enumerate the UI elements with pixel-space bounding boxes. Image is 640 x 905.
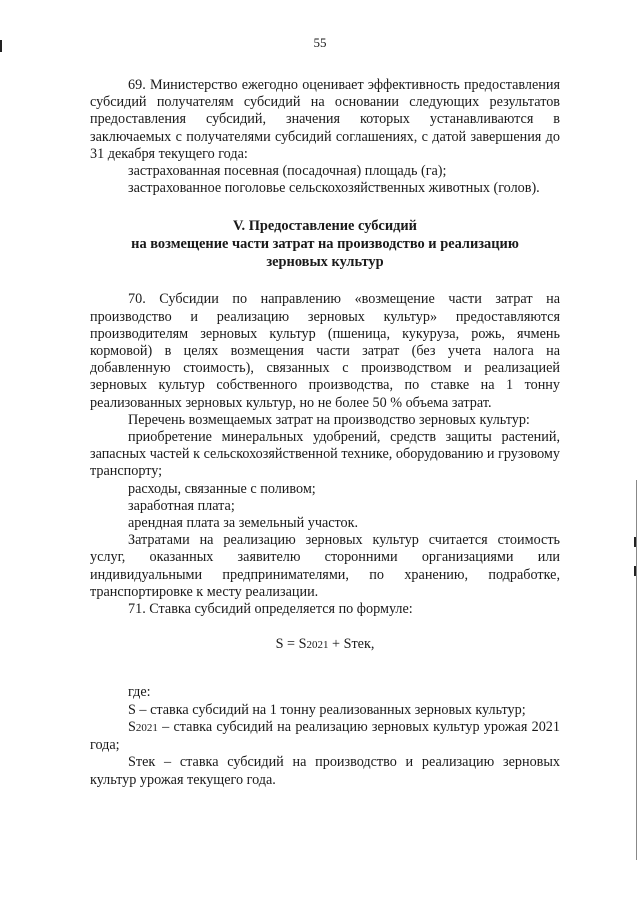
sales-costs-paragraph: Затратами на реализацию зерновых культур считается стоимость услуг, оказанных заявителю сторонними организациями или индивидуальными предпринимателями, по хранению, подработке, транспортировке к месту реализации.: [90, 532, 560, 600]
formula-subscript: 2021: [306, 639, 329, 652]
scan-edge-right: [636, 480, 637, 860]
list-item: приобретение минеральных удобрений, средств защиты растений, запасных частей к сельскохозяйственной технике, оборудованию и грузовому транспорту;: [90, 429, 560, 480]
formula-part: ,: [370, 636, 375, 653]
where-label: где:: [128, 684, 151, 701]
symbol-subscript: 2021: [135, 721, 158, 734]
symbol: S: [128, 754, 136, 771]
list-item: заработная плата;: [128, 497, 235, 514]
formula-part: S = S: [275, 636, 307, 653]
section-heading-line: зерновых культур: [266, 254, 384, 271]
formula-subscript: тек: [351, 636, 371, 653]
definition-text: – ставка субсидий на реализацию зерновых культур урожая 2021 года;: [90, 718, 560, 754]
page-number: 55: [313, 35, 327, 50]
symbol: S: [128, 718, 136, 735]
list-item: застрахованное поголовье сельскохозяйственных животных (голов).: [128, 180, 540, 197]
section-heading-line: на возмещение части затрат на производство и реализацию: [131, 236, 519, 253]
paragraph-69: 69. Министерство ежегодно оценивает эффективность предоставления субсидий получателям субсидий на основании следующих результатов предоставления субсидий, значения которых устанавливаются в заключаемых с получателями субсидий соглашениях, с датой завершения до 31 декабря текущего года:: [90, 77, 560, 162]
list-item: арендная плата за земельный участок.: [128, 515, 359, 532]
formula-part: + S: [328, 636, 352, 653]
section-heading: [90, 217, 560, 271]
definition-text: – ставка субсидий на производство и реализацию зерновых культур урожая текущего года.: [90, 754, 560, 788]
definition-s: S – ставка субсидий на 1 тонну реализованных зерновых культур;: [128, 701, 526, 718]
definition-s2021: [90, 719, 560, 754]
list-item: застрахованная посевная (посадочная) площадь (га);: [128, 163, 447, 180]
definition-stek: [90, 754, 560, 788]
costs-intro: Перечень возмещаемых затрат на производство зерновых культур:: [128, 411, 530, 428]
paragraph-70: 70. Субсидии по направлению «возмещение части затрат на производство и реализацию зерновых культур» предоставляются производителям зерновых культур (пшеница, кукуруза, рожь, ячмень кормовой) в целях возмещения части затрат (без учета налога на добавленную стоимость), связанных с производством и реализацией зерновых культур собственного производства, по ставке на 1 тонну реализованных зерновых культур, но не более 50 % объема затрат.: [90, 291, 560, 411]
list-item: расходы, связанные с поливом;: [128, 480, 316, 497]
formula: [90, 636, 560, 654]
paragraph-71: 71. Ставка субсидий определяется по формуле:: [128, 601, 413, 618]
symbol-subscript: тек: [135, 754, 156, 771]
section-heading-line: V. Предоставление субсидий: [233, 218, 417, 235]
scan-mark-left: [0, 40, 2, 52]
document-body: [90, 77, 560, 789]
